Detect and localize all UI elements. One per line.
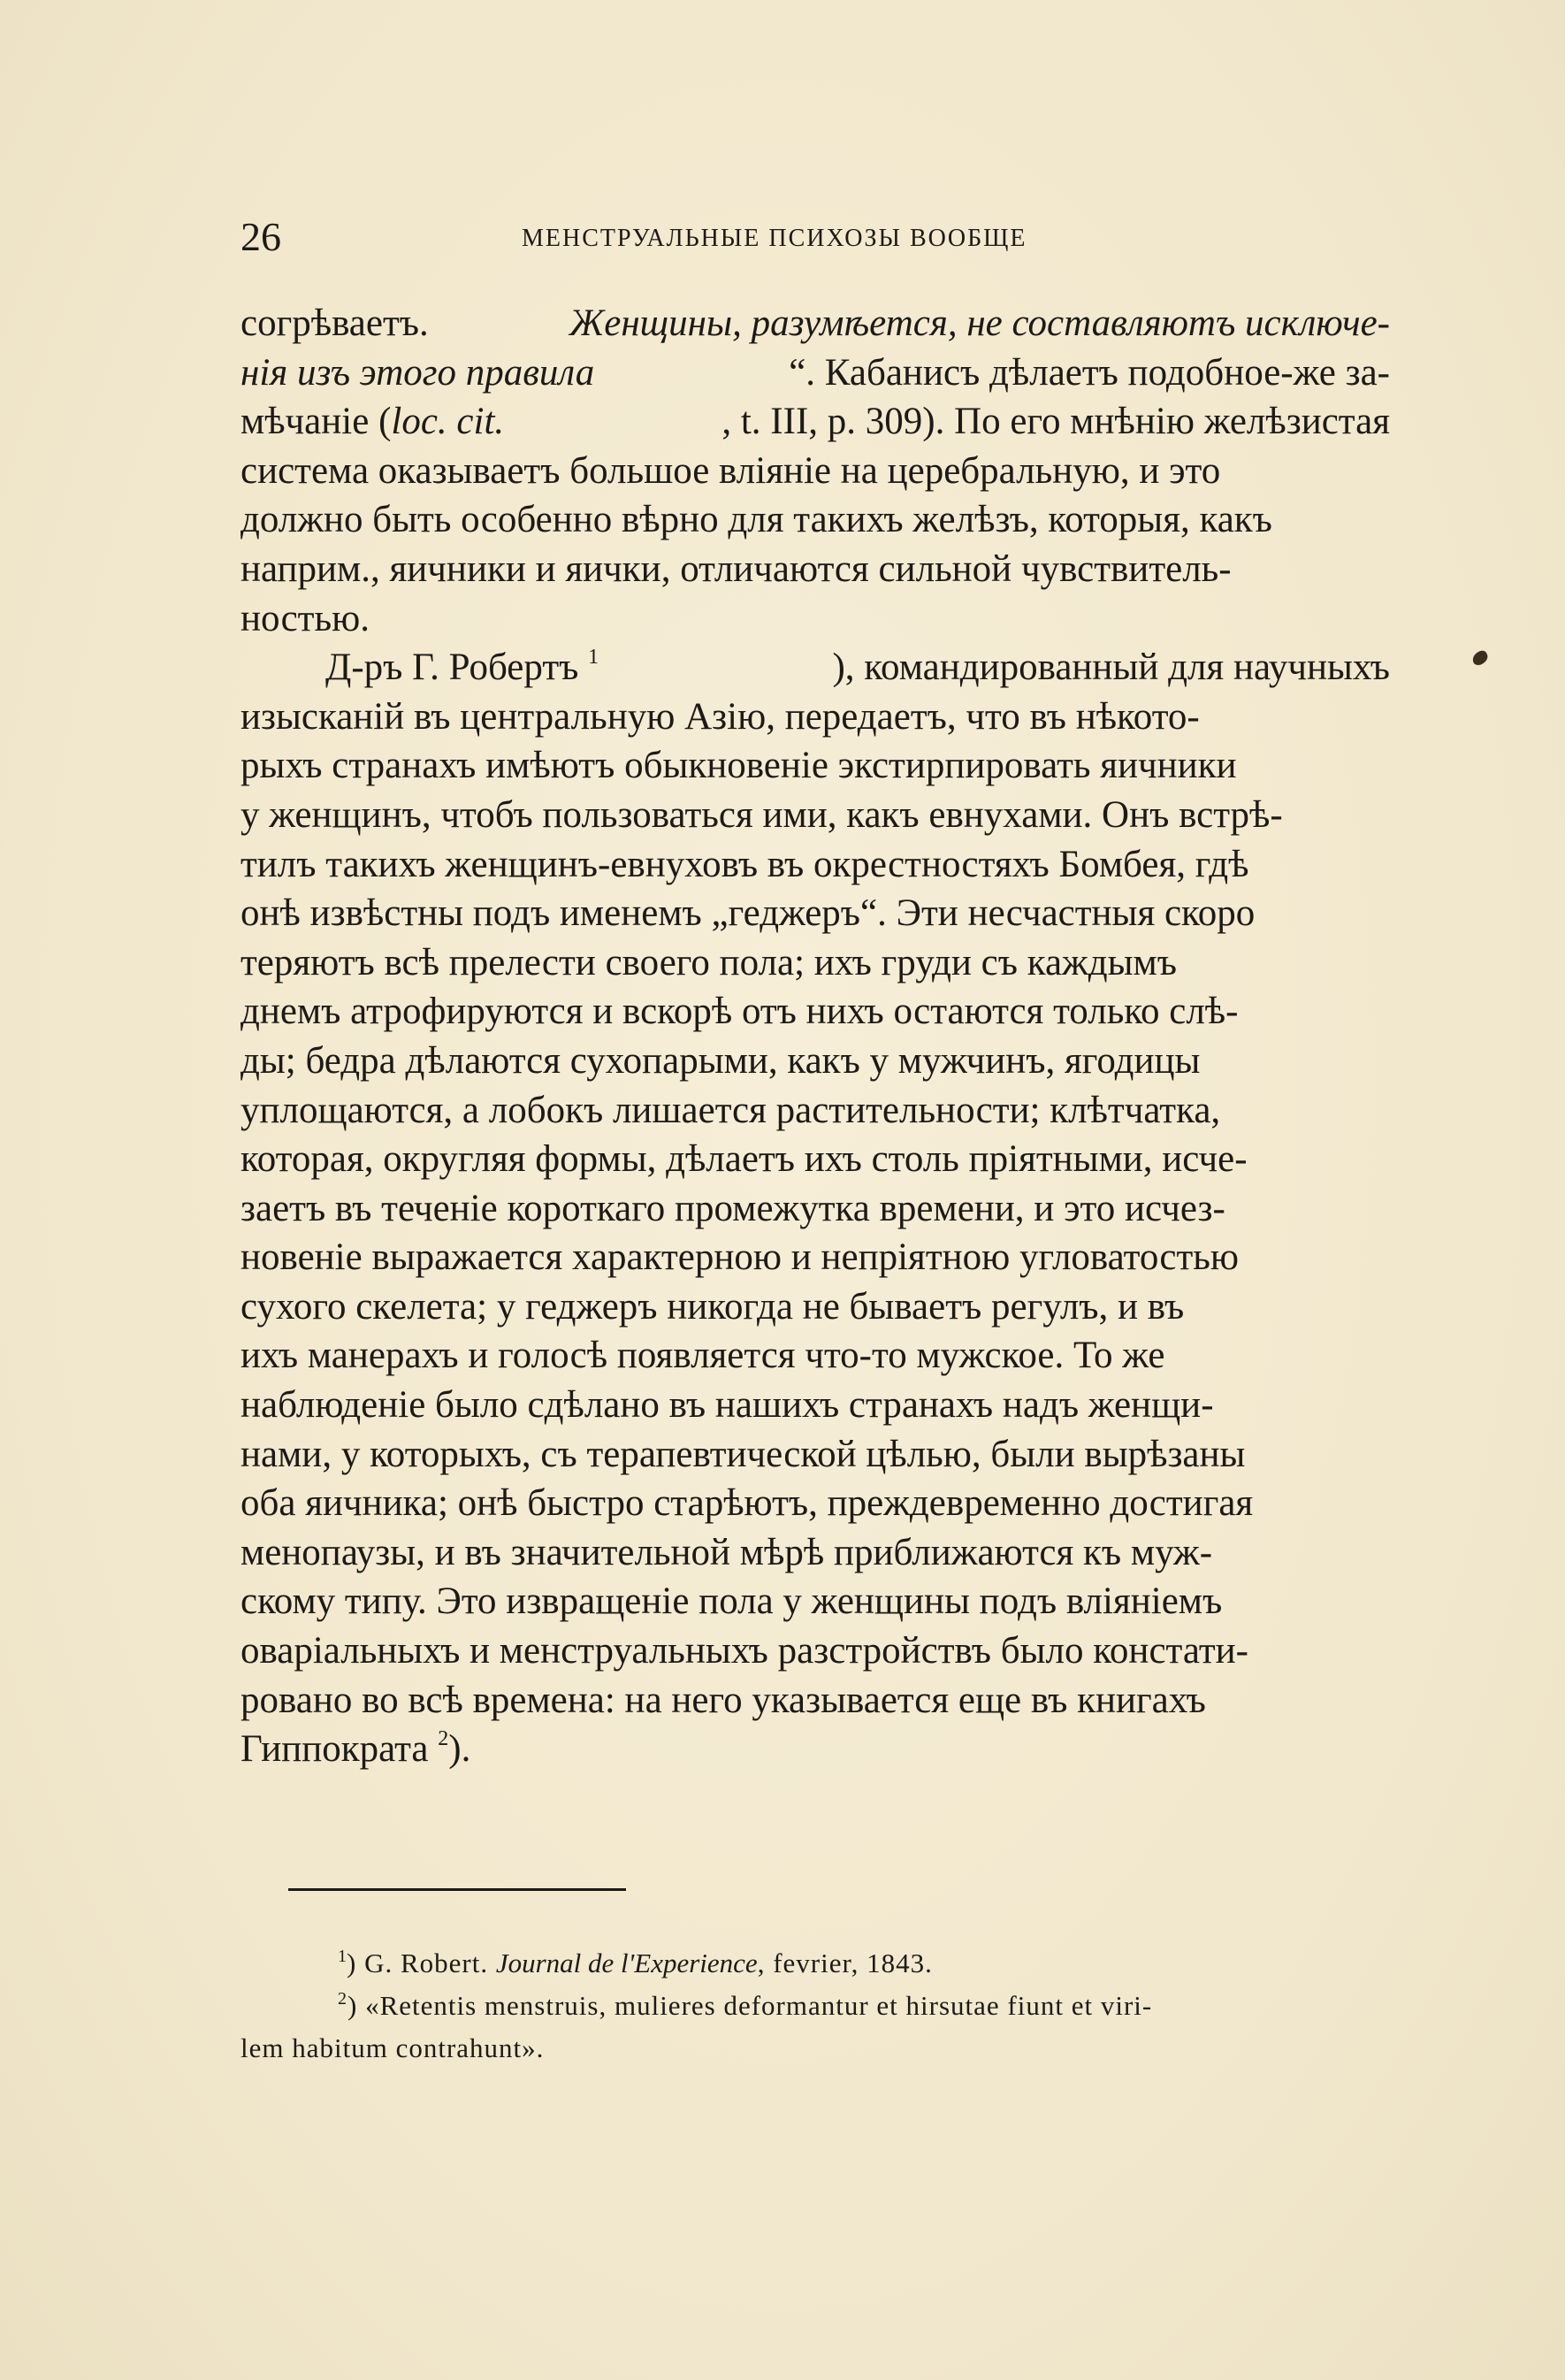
text-line (240, 889, 1390, 938)
text-span: новеніе выражается характерною и непріятною угловатостью (240, 1236, 1240, 1279)
text-line (240, 1528, 1390, 1578)
text-span: Гиппократа (240, 1728, 429, 1771)
text-line (240, 741, 1390, 791)
text-line (240, 1381, 1390, 1430)
text-line (240, 1184, 1390, 1234)
text-span: наприм., яичники и яички, отличаются сильной чувствитель- (240, 547, 1232, 590)
text-span: менопаузы, и въ значительной мѣрѣ приближаются къ муж- (240, 1531, 1213, 1573)
text-span: согрѣваетъ. (240, 302, 429, 344)
text-span: скому типу. Это извращеніе пола у женщины подъ вліяніемъ (240, 1580, 1223, 1623)
text-span: уплощаются, а лобокъ лишается растительности; клѣтчатка, (240, 1089, 1221, 1131)
text-span: тилъ такихъ женщинъ-евнуховъ въ окрестностяхъ Бомбея, гдѣ (240, 843, 1249, 885)
text-span (325, 643, 599, 693)
text-line (240, 594, 1390, 644)
text-line (240, 397, 1390, 447)
running-title: МЕНСТРУАЛЬНЫЕ ПСИХОЗЫ ВООБЩЕ (522, 225, 1027, 252)
text-span: ), командированный для научныхъ (832, 647, 1390, 689)
journal-title: Journal de l'Experience (495, 1948, 758, 1978)
page-header (240, 210, 1125, 264)
text-span: у женщинъ, чтобъ пользоваться ими, какъ евнухами. Онъ встрѣ- (240, 793, 1283, 836)
text-span: lem habitum contrahunt». (240, 2032, 545, 2063)
text-span: ностью. (240, 597, 370, 639)
text-span: должно быть особенно вѣрно для такихъ желѣзъ, которыя, какъ (240, 499, 1272, 541)
text-span (240, 397, 504, 447)
text-line (240, 938, 1390, 988)
text-line (240, 1331, 1390, 1381)
text-line (240, 840, 1390, 890)
text-span: система оказываетъ большое вліяніе на церебральную, и это (240, 449, 1221, 492)
text-span: днемъ атрофируются и вскорѣ отъ нихъ остаются только слѣ- (240, 991, 1239, 1033)
text-line (240, 1037, 1390, 1086)
text-span: Д-ръ Г. Робертъ (325, 647, 579, 689)
text-line (240, 1577, 1390, 1626)
text-line (240, 643, 1390, 693)
text-line (240, 791, 1390, 840)
text-line (240, 1479, 1390, 1528)
footnote-1 (240, 1942, 1390, 1985)
footnote-mark: 1 (338, 1947, 347, 1966)
text-span: теряютъ всѣ прелести своего пола; ихъ груди съ каждымъ (240, 941, 1177, 983)
text-line (240, 1626, 1390, 1676)
main-text (240, 299, 1390, 1774)
text-line (240, 348, 1390, 398)
footnote-2 (240, 1985, 1390, 2027)
footnote-ref[interactable]: 2 (438, 1727, 449, 1751)
text-span: ровано во всѣ времена: на него указывается еще въ книгахъ (240, 1679, 1206, 1721)
text-line (240, 447, 1390, 496)
text-span: ды; бедра дѣлаются сухопарыми, какъ у мужчинъ, ягодицы (240, 1039, 1201, 1082)
text-span: которая, округляя формы, дѣлаетъ ихъ столь пріятными, исче- (240, 1138, 1248, 1181)
text-span (338, 1985, 1152, 2027)
text-line (240, 1430, 1390, 1480)
citation-italic: loc. cit. (391, 401, 505, 443)
text-span: заетъ въ теченіе короткаго промежутка времени, и это исчез- (240, 1187, 1225, 1229)
footnotes (240, 1942, 1390, 2070)
text-span: изысканій въ центральную Азію, передаетъ, что въ нѣкото- (240, 695, 1200, 738)
text-line (240, 1135, 1390, 1184)
text-span (338, 1942, 933, 1985)
italic-quote: нія изъ этого правила (240, 351, 595, 394)
text-span: ) G. Robert. (347, 1948, 496, 1978)
footnote-mark: 2 (338, 1989, 347, 2009)
text-line (240, 1725, 1390, 1774)
text-line (240, 693, 1390, 742)
text-span: ихъ манерахъ и голосѣ появляется что-то мужское. То же (240, 1335, 1165, 1377)
italic-quote: Женщины, разумѣется, не составляютъ исключе- (569, 302, 1390, 344)
text-span: оба яичника; онѣ быстро старѣютъ, преждевременно достигая (240, 1482, 1254, 1525)
text-span: сухого скелета; у геджеръ никогда не бываетъ регулъ, и въ (240, 1285, 1185, 1328)
text-line (240, 1676, 1390, 1726)
text-line (240, 495, 1390, 545)
ink-blot (1470, 648, 1491, 667)
text-span: ) «Retentis menstruis, mulieres deformantur et hirsutae fiunt et viri- (347, 1990, 1153, 2021)
text-span: мѣчаніе ( (240, 401, 392, 443)
footnote-2-cont (240, 2027, 1390, 2070)
page-number: 26 (240, 214, 281, 259)
text-span (240, 1725, 470, 1774)
text-line (240, 987, 1390, 1037)
text-span: нами, у которыхъ, съ терапевтической цѣлью, были вырѣзаны (240, 1433, 1246, 1475)
text-span: ). (448, 1728, 471, 1771)
footnote-divider (288, 1888, 626, 1891)
text-line (240, 299, 1390, 348)
text-line (240, 545, 1390, 594)
text-span: рыхъ странахъ имѣютъ обыкновеніе экстирпировать яичники (240, 745, 1237, 787)
text-line (240, 1282, 1390, 1332)
text-span: “. Кабанисъ дѣлаетъ подобное-же за- (789, 351, 1390, 394)
footnote-ref[interactable]: 1 (588, 646, 599, 670)
text-span: оваріальныхъ и менструальныхъ разстройствъ было констати- (240, 1630, 1248, 1672)
text-span: , t. III, p. 309). По его мнѣнію желѣзистая (721, 401, 1390, 443)
text-line (240, 1086, 1390, 1136)
text-span: наблюденіе было сдѣлано въ нашихъ странахъ надъ женщи- (240, 1384, 1214, 1427)
text-span: , fevrier, 1843. (757, 1948, 933, 1978)
text-span: онѣ извѣстны подъ именемъ „геджеръ“. Эти несчастныя скоро (240, 892, 1256, 935)
text-line (240, 1233, 1390, 1282)
